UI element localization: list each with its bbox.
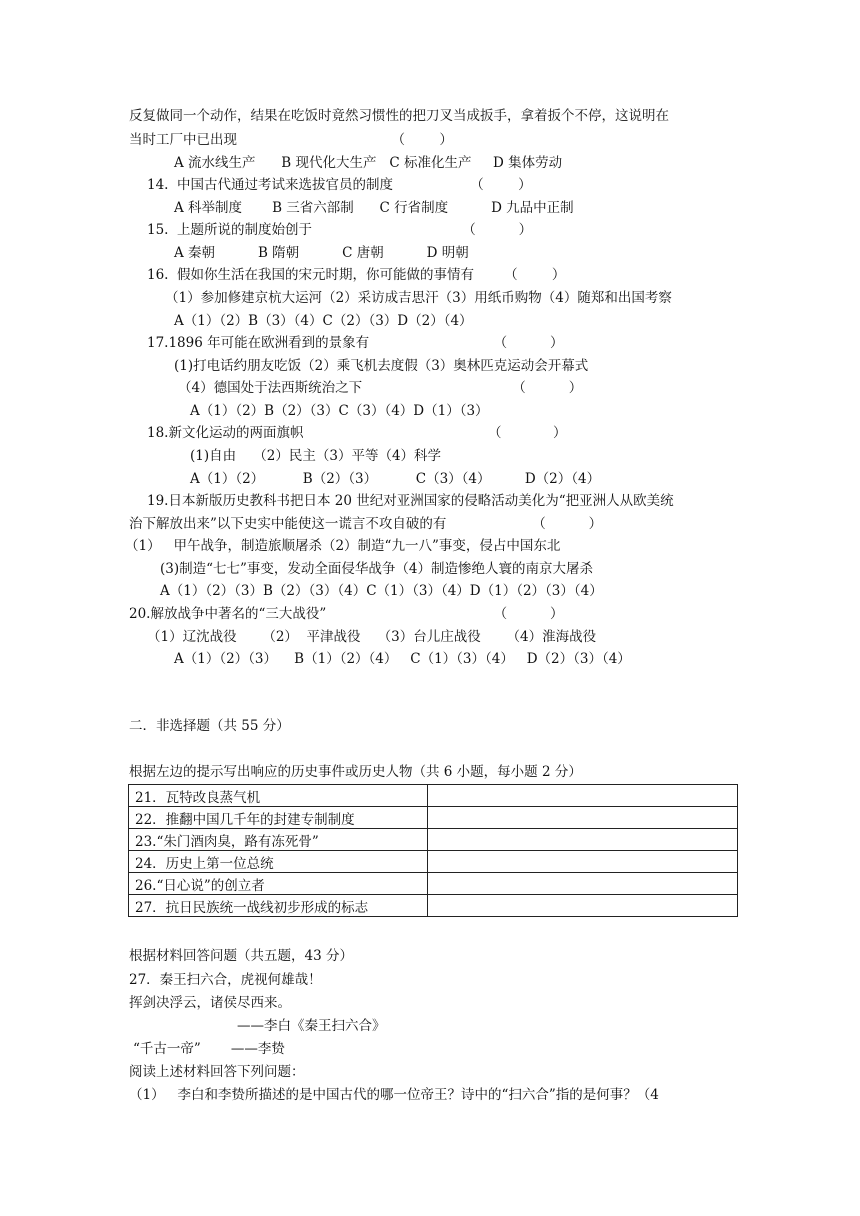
table-row (129, 895, 738, 917)
table-row (129, 829, 738, 851)
question-13-stem-line2: 当时工厂中已出现 （ ） (129, 132, 453, 148)
table-prompt: 24．历史上第一位总统 (129, 851, 428, 873)
answer-cell[interactable] (428, 807, 738, 829)
table-row (129, 873, 738, 895)
answer-cell[interactable] (428, 873, 738, 895)
question-19-items-line2: (3)制造“七七”事变，发动全面侵华战争（4）制造惨绝人寰的南京大屠杀 (160, 561, 594, 577)
answer-cell[interactable] (428, 829, 738, 851)
question-16-stem: 16. 假如你生活在我国的宋元时期，你可能做的事情有 （ ） (147, 267, 566, 283)
poem-line2: 挥剑决浮云，诸侯尽西来。 (129, 995, 291, 1011)
quote-attribution: “千古一帝” ——李贽 (133, 1041, 285, 1057)
question-19-stem-line1: 19.日本新版历史教科书把日本 20 世纪对亚洲国家的侵略活动美化为“把亚洲人从欧美统 (147, 493, 674, 509)
question-16-items: （1）参加修建京杭大运河（2）采访成吉思汗（3）用纸币购物（4）随郑和出国考察 (165, 290, 672, 306)
question-17-options: A（1）（2）B（2）（3）C（3）（4）D（1）（3） (190, 403, 489, 419)
question-17-items-line2: （4）德国处于法西斯统治之下 （ ） (178, 380, 583, 396)
table-row (129, 785, 738, 807)
question-18-items: (1)自由 （2）民主（3）平等（4）科学 (190, 448, 442, 464)
table-prompt: 27．抗日民族统一战线初步形成的标志 (129, 895, 428, 917)
table-prompt: 23.“朱门酒肉臭，路有冻死骨” (129, 829, 428, 851)
table-instructions: 根据左边的提示写出响应的历史事件或历史人物（共 6 小题，每小题 2 分） (129, 764, 582, 780)
question-15-stem: 15. 上题所说的制度始创于 （ ） (147, 222, 533, 238)
poem-line1: 27．秦王扫六合，虎视何雄哉！ (129, 972, 322, 988)
question-20-stem: 20.解放战争中著名的“三大战役” （ ） (129, 606, 564, 622)
poem-attribution: ——李白《秦王扫六合》 (237, 1018, 386, 1034)
answer-cell[interactable] (428, 851, 738, 873)
question-20-options: A（1）（2）（3） B（1）（2）（4） C（1）（3）（4） D（2）（3）（4） (174, 651, 631, 667)
answer-table (128, 784, 738, 917)
answer-cell[interactable] (428, 785, 738, 807)
question-18-options: A（1）（2） B（2）（3） C（3）（4） D（2）（4） (190, 471, 601, 487)
table-row (129, 851, 738, 873)
question-16-options: A（1）（2）B（3）（4）C（2）（3）D（2）（4） (174, 313, 473, 329)
question-14-stem: 14. 中国古代通过考试来选拔官员的制度 （ ） (147, 177, 532, 193)
answer-cell[interactable] (428, 895, 738, 917)
table-prompt: 21．瓦特改良蒸气机 (129, 785, 428, 807)
question-18-stem: 18.新文化运动的两面旗帜 （ ） (147, 425, 567, 441)
question-13-options: A 流水线生产 B 现代化大生产 C 标准化生产 D 集体劳动 (174, 155, 563, 171)
question-13-stem-line1: 反复做同一个动作，结果在吃饭时竟然习惯性的把刀叉当成扳手，拿着扳个不停，这说明在 (129, 108, 669, 124)
question-19-items-line1: （1） 甲午战争，制造旅顺屠杀（2）制造“九一八”事变，侵占中国东北 (125, 538, 561, 554)
material-instructions: 根据材料回答问题（共五题，43 分） (129, 948, 353, 964)
question-27-1: （1） 李白和李贽所描述的是中国古代的哪一位帝王？诗中的“扫六合”指的是何事？（4 (129, 1087, 659, 1103)
question-20-items: （1）辽沈战役 （2） 平津战役 （3）台儿庄战役 （4）淮海战役 (147, 629, 597, 645)
section-heading-non-choice: 二．非选择题（共 55 分） (129, 718, 290, 734)
question-17-stem: 17.1896 年可能在欧洲看到的景象有 （ ） (147, 335, 564, 351)
table-prompt: 22．推翻中国几千年的封建专制制度 (129, 807, 428, 829)
question-19-options: A（1）（2）（3）B（2）（3）（4）C（1）（3）（4）D（1）（2）（3）（4） (160, 583, 603, 599)
question-15-options: A 秦朝 B 隋朝 C 唐朝 D 明朝 (174, 245, 469, 261)
question-19-stem-line2: 治下解放出来”以下史实中能使这一谎言不攻自破的有 （ ） (129, 516, 603, 532)
table-row (129, 807, 738, 829)
reading-instructions: 阅读上述材料回答下列问题： (129, 1064, 305, 1080)
question-17-items-line1: (1)打电话约朋友吃饭（2）乘飞机去度假（3）奥林匹克运动会开幕式 (174, 358, 589, 374)
table-prompt: 26.“日心说”的创立者 (129, 873, 428, 895)
question-14-options: A 科举制度 B 三省六部制 C 行省制度 D 九品中正制 (174, 200, 574, 216)
